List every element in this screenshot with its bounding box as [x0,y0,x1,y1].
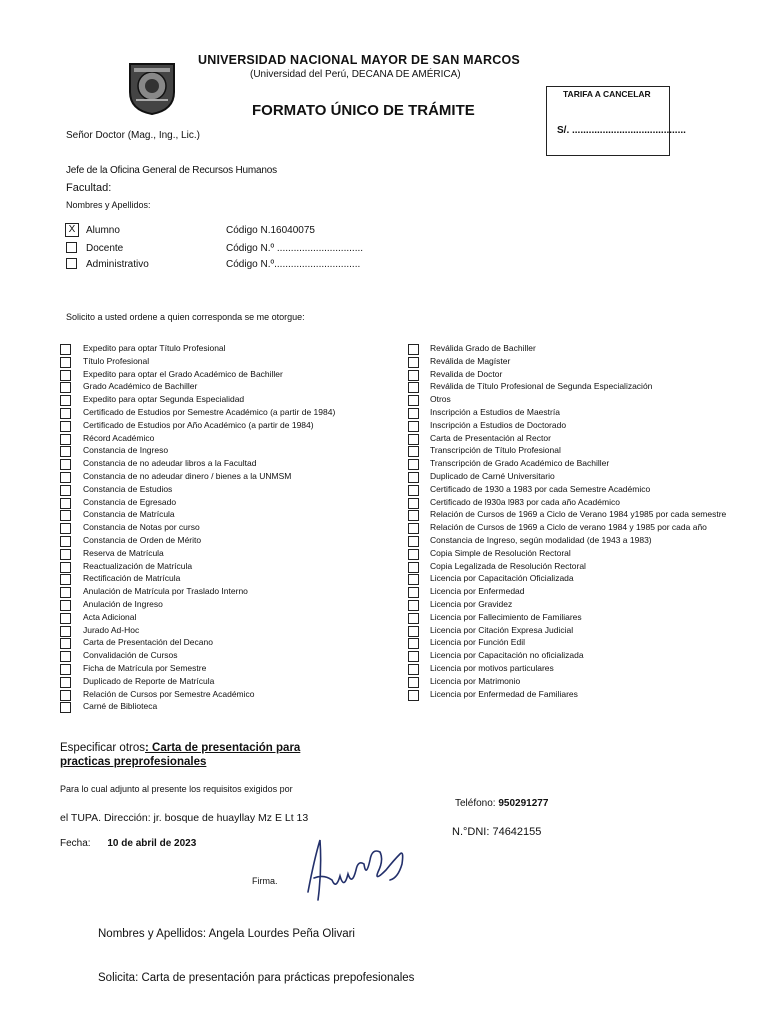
request-item-label: Constancia de Matrícula [83,509,175,520]
phone-field [455,798,548,809]
request-item-label: Rectificación de Matrícula [83,573,181,584]
request-checkbox[interactable] [60,357,71,368]
request-item-label: Constancia de Ingreso, según modalidad (de 1943 a 1983) [430,535,652,545]
request-item-label: Carta de Presentación al Rector [430,432,551,443]
request-item-label: Título Profesional [83,355,150,366]
request-item-label: Expedito para optar el Grado Académico de Bachiller [83,368,283,379]
request-item-label: Carné de Biblioteca [83,701,158,712]
request-checkbox[interactable] [60,498,71,509]
request-item-label: Reválida Grado de Bachiller [430,343,536,353]
date-field [60,838,196,849]
request-item-label: Convalidación de Cursos [83,650,178,661]
request-item-label: Certificado de Estudios por Año Académico (a partir de 1984) [83,419,314,430]
request-item-label: Constancia de no adeudar libros a la Facultad [83,458,257,469]
request-checkbox[interactable] [60,549,71,560]
request-checkbox[interactable] [60,510,71,521]
request-item-label: Transcripción de Título Profesional [430,445,561,456]
request-checkbox[interactable] [60,574,71,585]
role-checkbox[interactable] [66,242,77,253]
request-checkbox[interactable] [408,523,419,534]
others-value-line1[interactable]: : Carta de presentación para [145,742,301,754]
university-subtitle: (Universidad del Perú, DECANA DE AMÉRICA) [250,69,461,80]
request-checkbox[interactable] [408,690,419,701]
request-checkbox[interactable] [60,677,71,688]
request-checkbox[interactable] [60,523,71,534]
request-item-label: Carta de Presentación del Decano [83,637,213,648]
tarifa-box [546,86,686,156]
request-item-label: Constancia de Ingreso [83,445,169,456]
request-item-label: Licencia por Matrimonio [430,675,521,686]
request-checkbox[interactable] [408,574,419,585]
request-checkbox[interactable] [60,626,71,637]
faculty-field[interactable]: Facultad: [66,182,112,194]
request-checkbox[interactable] [408,600,419,611]
request-item-label: Expedito para optar Segunda Especialidad [83,394,245,405]
role-code[interactable]: Código N.16040075 [226,225,315,236]
request-item-label: Licencia por Citación Expresa Judicial [430,624,574,635]
request-item-label: Duplicado de Reporte de Matrícula [83,675,215,686]
request-item-label: Constancia de Notas por curso [83,522,200,533]
request-item-label: Licencia por Enfermedad [430,586,525,597]
form-title: FORMATO ÚNICO DE TRÁMITE [252,102,475,119]
request-checkbox[interactable] [60,421,71,432]
footer-names: Nombres y Apellidos: Angela Lourdes Peña Olivari [98,928,355,940]
request-checkbox[interactable] [408,498,419,509]
request-checkbox[interactable] [408,651,419,662]
university-name: UNIVERSIDAD NACIONAL MAYOR DE SAN MARCOS [198,53,520,67]
request-checkbox[interactable] [408,357,419,368]
request-checkbox[interactable] [408,536,419,547]
request-item-label: Licencia por Capacitación no oficializada [430,650,584,661]
names-label: Nombres y Apellidos: [66,200,151,210]
request-checkbox[interactable] [408,421,419,432]
request-item-label: Duplicado de Carné Universitario [430,471,555,481]
request-item-label: Anulación de Matrícula por Traslado Interno [83,586,248,597]
request-item-label: Licencia por Capacitación Oficializada [430,573,574,584]
request-checkbox[interactable] [408,370,419,381]
request-item-label: Acta Adicional [83,611,137,622]
request-checkbox[interactable] [408,638,419,649]
request-checkbox[interactable] [60,651,71,662]
signature-label: Firma. [252,876,278,886]
request-checkbox[interactable] [408,485,419,496]
request-item-label: Grado Académico de Bachiller [83,381,198,392]
role-code[interactable]: Código N.º............................... [226,259,361,270]
tarifa-value[interactable]: S/. ......................................... [557,125,686,136]
phone-value[interactable]: 950291277 [498,798,549,809]
request-checkbox[interactable] [60,664,71,675]
request-checkbox[interactable] [60,344,71,355]
request-checkbox[interactable] [408,677,419,688]
request-item-label: Reválida de Título Profesional de Segunda Especialización [430,381,653,392]
request-item-label: Reválida de Magíster [430,355,511,366]
request-item-label: Jurado Ad-Hoc [83,624,140,635]
request-checkbox[interactable] [408,408,419,419]
request-item-label: Expedito para optar Título Profesional [83,343,226,353]
request-checkbox[interactable] [60,600,71,611]
request-checkbox[interactable] [408,613,419,624]
request-item-label: Constancia de Egresado [83,496,177,507]
request-item-label: Licencia por Enfermedad de Familiares [430,688,578,699]
role-checkbox[interactable] [66,258,77,269]
request-item-label: Certificado de l930a l983 por cada año Académico [430,496,620,507]
request-intro: Solicito a usted ordene a quien corresponda se me otorgue: [66,312,305,322]
others-label: Especificar otros [60,742,146,754]
request-checkbox[interactable] [60,459,71,470]
salutation: Señor Doctor (Mag., Ing., Lic.) [66,130,200,141]
request-item-label: Constancia de Orden de Mérito [83,535,202,545]
request-checkbox[interactable] [408,549,419,560]
request-checkbox[interactable] [408,664,419,675]
role-code[interactable]: Código N.º ............................... [226,243,364,254]
request-item-label: Relación de Cursos de 1969 a Ciclo de Verano 1984 y1985 por cada semestre [430,509,727,520]
request-item-label: Copia Legalizada de Resolución Rectoral [430,560,586,571]
request-checkbox[interactable] [408,587,419,598]
date-value[interactable]: 10 de abril de 2023 [107,838,197,849]
signature-icon [300,830,410,915]
request-checkbox[interactable] [60,638,71,649]
request-item-label: Inscripción a Estudios de Maestría [430,407,560,417]
request-checkbox[interactable] [60,395,71,406]
request-checkbox[interactable] [60,472,71,483]
request-item-label: Licencia por Función Edil [430,637,525,648]
request-checkbox[interactable] [60,408,71,419]
request-item-label: Copia Simple de Resolución Rectoral [430,547,571,558]
request-item-label: Certificado de Estudios por Semestre Académico (a partir de 1984) [83,407,336,417]
footer-request: Solicita: Carta de presentación para prácticas prepofesionales [98,972,415,984]
request-item-label: Récord Académico [83,432,155,443]
others-value-line2[interactable]: practicas preprofesionales [60,756,207,768]
request-item-label: Relación de Cursos de 1969 a Ciclo de verano 1984 y 1985 por cada año [430,522,707,533]
request-item-label: Licencia por Gravidez [430,599,513,609]
attach-line2: el TUPA. Dirección: jr. bosque de huayllay Mz E Lt 13 [60,812,309,824]
request-checkbox[interactable] [408,472,419,483]
phone-label: Teléfono: [455,798,496,809]
request-item-label: Licencia por motivos particulares [430,663,554,673]
date-label: Fecha: [60,838,91,849]
request-checkbox[interactable] [60,446,71,457]
request-checkbox[interactable] [60,382,71,393]
request-item-label: Otros [430,394,451,405]
university-seal-icon [124,56,180,116]
request-item-label: Constancia de Estudios [83,483,173,494]
request-item-label: Ficha de Matrícula por Semestre [83,663,207,673]
request-item-label: Anulación de Ingreso [83,599,163,609]
request-checkbox[interactable] [408,626,419,637]
others-field [60,742,300,754]
request-checkbox[interactable] [408,382,419,393]
tarifa-label: TARIFA A CANCELAR [563,89,651,99]
role-label: Alumno [86,225,120,236]
request-checkbox[interactable] [408,434,419,445]
request-item-label: Reserva de Matrícula [83,547,164,558]
request-item-label: Inscripción a Estudios de Doctorado [430,419,567,430]
request-checkbox[interactable] [60,613,71,624]
request-checkbox[interactable] [60,536,71,547]
request-item-label: Certificado de 1930 a 1983 por cada Semestre Académico [430,483,651,494]
request-item-label: Constancia de no adeudar dinero / bienes a la UNMSM [83,471,292,481]
request-item-label: Revalida de Doctor [430,368,503,379]
role-checkbox[interactable]: X [65,223,79,237]
request-checkbox[interactable] [408,459,419,470]
office-line: Jefe de la Oficina General de Recursos Humanos [66,165,277,176]
request-checkbox[interactable] [408,395,419,406]
role-label: Docente [86,243,124,254]
request-checkbox[interactable] [408,562,419,573]
request-checkbox[interactable] [60,562,71,573]
request-checkbox[interactable] [60,690,71,701]
request-item-label: Licencia por Fallecimiento de Familiares [430,611,582,622]
role-label: Administrativo [86,259,149,270]
request-checkbox[interactable] [60,587,71,598]
request-checkbox[interactable] [60,434,71,445]
request-item-label: Transcripción de Grado Académico de Bachiller [430,458,610,469]
dni-field[interactable]: N.°DNI: 74642155 [452,826,542,838]
request-item-label: Relación de Cursos por Semestre Académico [83,688,255,699]
request-item-label: Reactualización de Matrícula [83,560,193,571]
request-checkbox[interactable] [408,446,419,457]
request-checkbox[interactable] [408,344,419,355]
request-checkbox[interactable] [60,485,71,496]
request-checkbox[interactable] [408,510,419,521]
request-checkbox[interactable] [60,702,71,713]
request-checkbox[interactable] [60,370,71,381]
attach-line1: Para lo cual adjunto al presente los requisitos exigidos por [60,784,293,794]
